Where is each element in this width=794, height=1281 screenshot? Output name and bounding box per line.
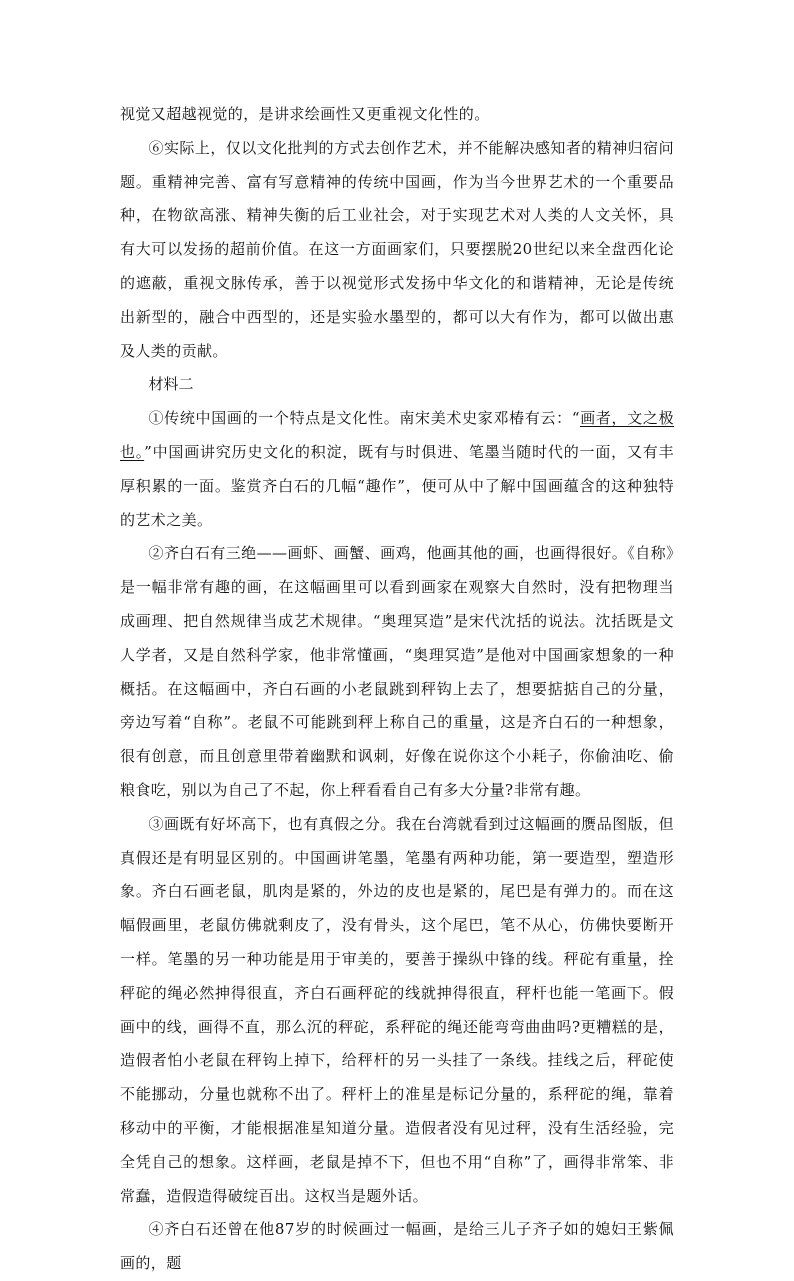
paragraph-text: ①传统中国画的一个特点是文化性。南宋美术史家邓椿有云：“ [148, 409, 580, 428]
paragraph-6: ⑥实际上，仅以文化批判的方式去创作艺术，并不能解决感知者的精神归宿问题。重精神完善、富有写意精神的传统中国画，作为当今世界艺术的一个重要品种，在物欲高涨、精神失衡的后工业社会，对于实现艺术对人类的人文关怀，具有大可以发扬的超前价值。在这一方面画家们，只要摆脱20世纪以来全盘西化论的遮蔽，重视文脉传承，善于以视觉形式发扬中华文化的和谐精神，无论是传统出新型的，融合中西型的，还是实验水墨型的，都可以大有作为，都可以做出惠及人类的贡献。 [120, 138, 674, 360]
material-2-paragraph-1 [120, 402, 674, 537]
material-2-paragraph-3: ③画既有好坏高下，也有真假之分。我在台湾就看到过这幅画的赝品图版，但真假还是有明显区别的。中国画讲笔墨，笔墨有两种功能，第一要造型，塑造形象。齐白石画老鼠，肌肉是紧的，外边的皮也是紧的，尾巴是有弹力的。而在这幅假画里，老鼠仿佛就剩皮了，没有骨头，这个尾巴，笔不从心，仿佛快要断开一样。笔墨的另一种功能是用于审美的，要善于操纵中锋的线。秤砣有重量，拴秤砣的绳必然抻得很直，齐白石画秤砣的线就抻得很直，秤杆也能一笔画下。假画中的线，画得不直，那么沉的秤砣，系秤砣的绳还能弯弯曲曲吗?更糟糕的是，造假者怕小老鼠在秤钩上掉下，给秤杆的另一头挂了一条线。挂线之后，秤砣使不能挪动，分量也就称不出了。秤杆上的准星是标记分量的，系秤砣的绳，靠着移动中的平衡，才能根据准星知道分量。造假者没有见过秤，没有生活经验，完全凭自己的想象。这样画，老鼠是掉不下，但也不用“自称”了，画得非常笨、非常蠢，造假造得破绽百出。这权当是题外话。 [120, 814, 674, 1205]
material-2-paragraph-4: ④齐白石还曾在他87岁的时候画过一幅画，是给三儿子齐子如的媳妇王紫佩画的，题 [120, 1220, 674, 1273]
paragraph-continuation: 视觉又超越视觉的，是讲求绘画性又更重视文化性的。 [120, 105, 490, 123]
paragraph-text: ”中国画讲究历史文化的积淀，既有与时俱进、笔墨当随时代的一面，又有丰厚积累的一面。鉴赏齐白石的几幅“趣作”，便可从中了解中国画蕴含的这种独特的艺术之美。 [120, 442, 674, 529]
section-heading-material-2: 材料二 [148, 375, 194, 394]
material-2-paragraph-2: ②齐白石有三绝——画虾、画蟹、画鸡，他画其他的画，也画得很好。《自称》是一幅非常有趣的画，在这幅画里可以看到画家在观察大自然时，没有把物理当成画理、把自然规律当成艺术规律。“奥理冥造”是宋代沈括的说法。沈括既是文人学者，又是自然科学家，他非常懂画，“奥理冥造”是他对中国画家想象的一种概括。在这幅画中，齐白石画的小老鼠跳到秤钩上去了，想要掂掂自己的分量，旁边写着“自称”。老鼠不可能跳到秤上称自己的重量，这是齐白石的一种想象，很有创意，而且创意里带着幽默和讽刺，好像在说你这个小耗子，你偷油吃、偷粮食吃，别以为自己了不起，你上秤看看自己有多大分量?非常有趣。 [120, 544, 674, 799]
underlined-quote: 画者，文之极也。 [120, 409, 674, 461]
